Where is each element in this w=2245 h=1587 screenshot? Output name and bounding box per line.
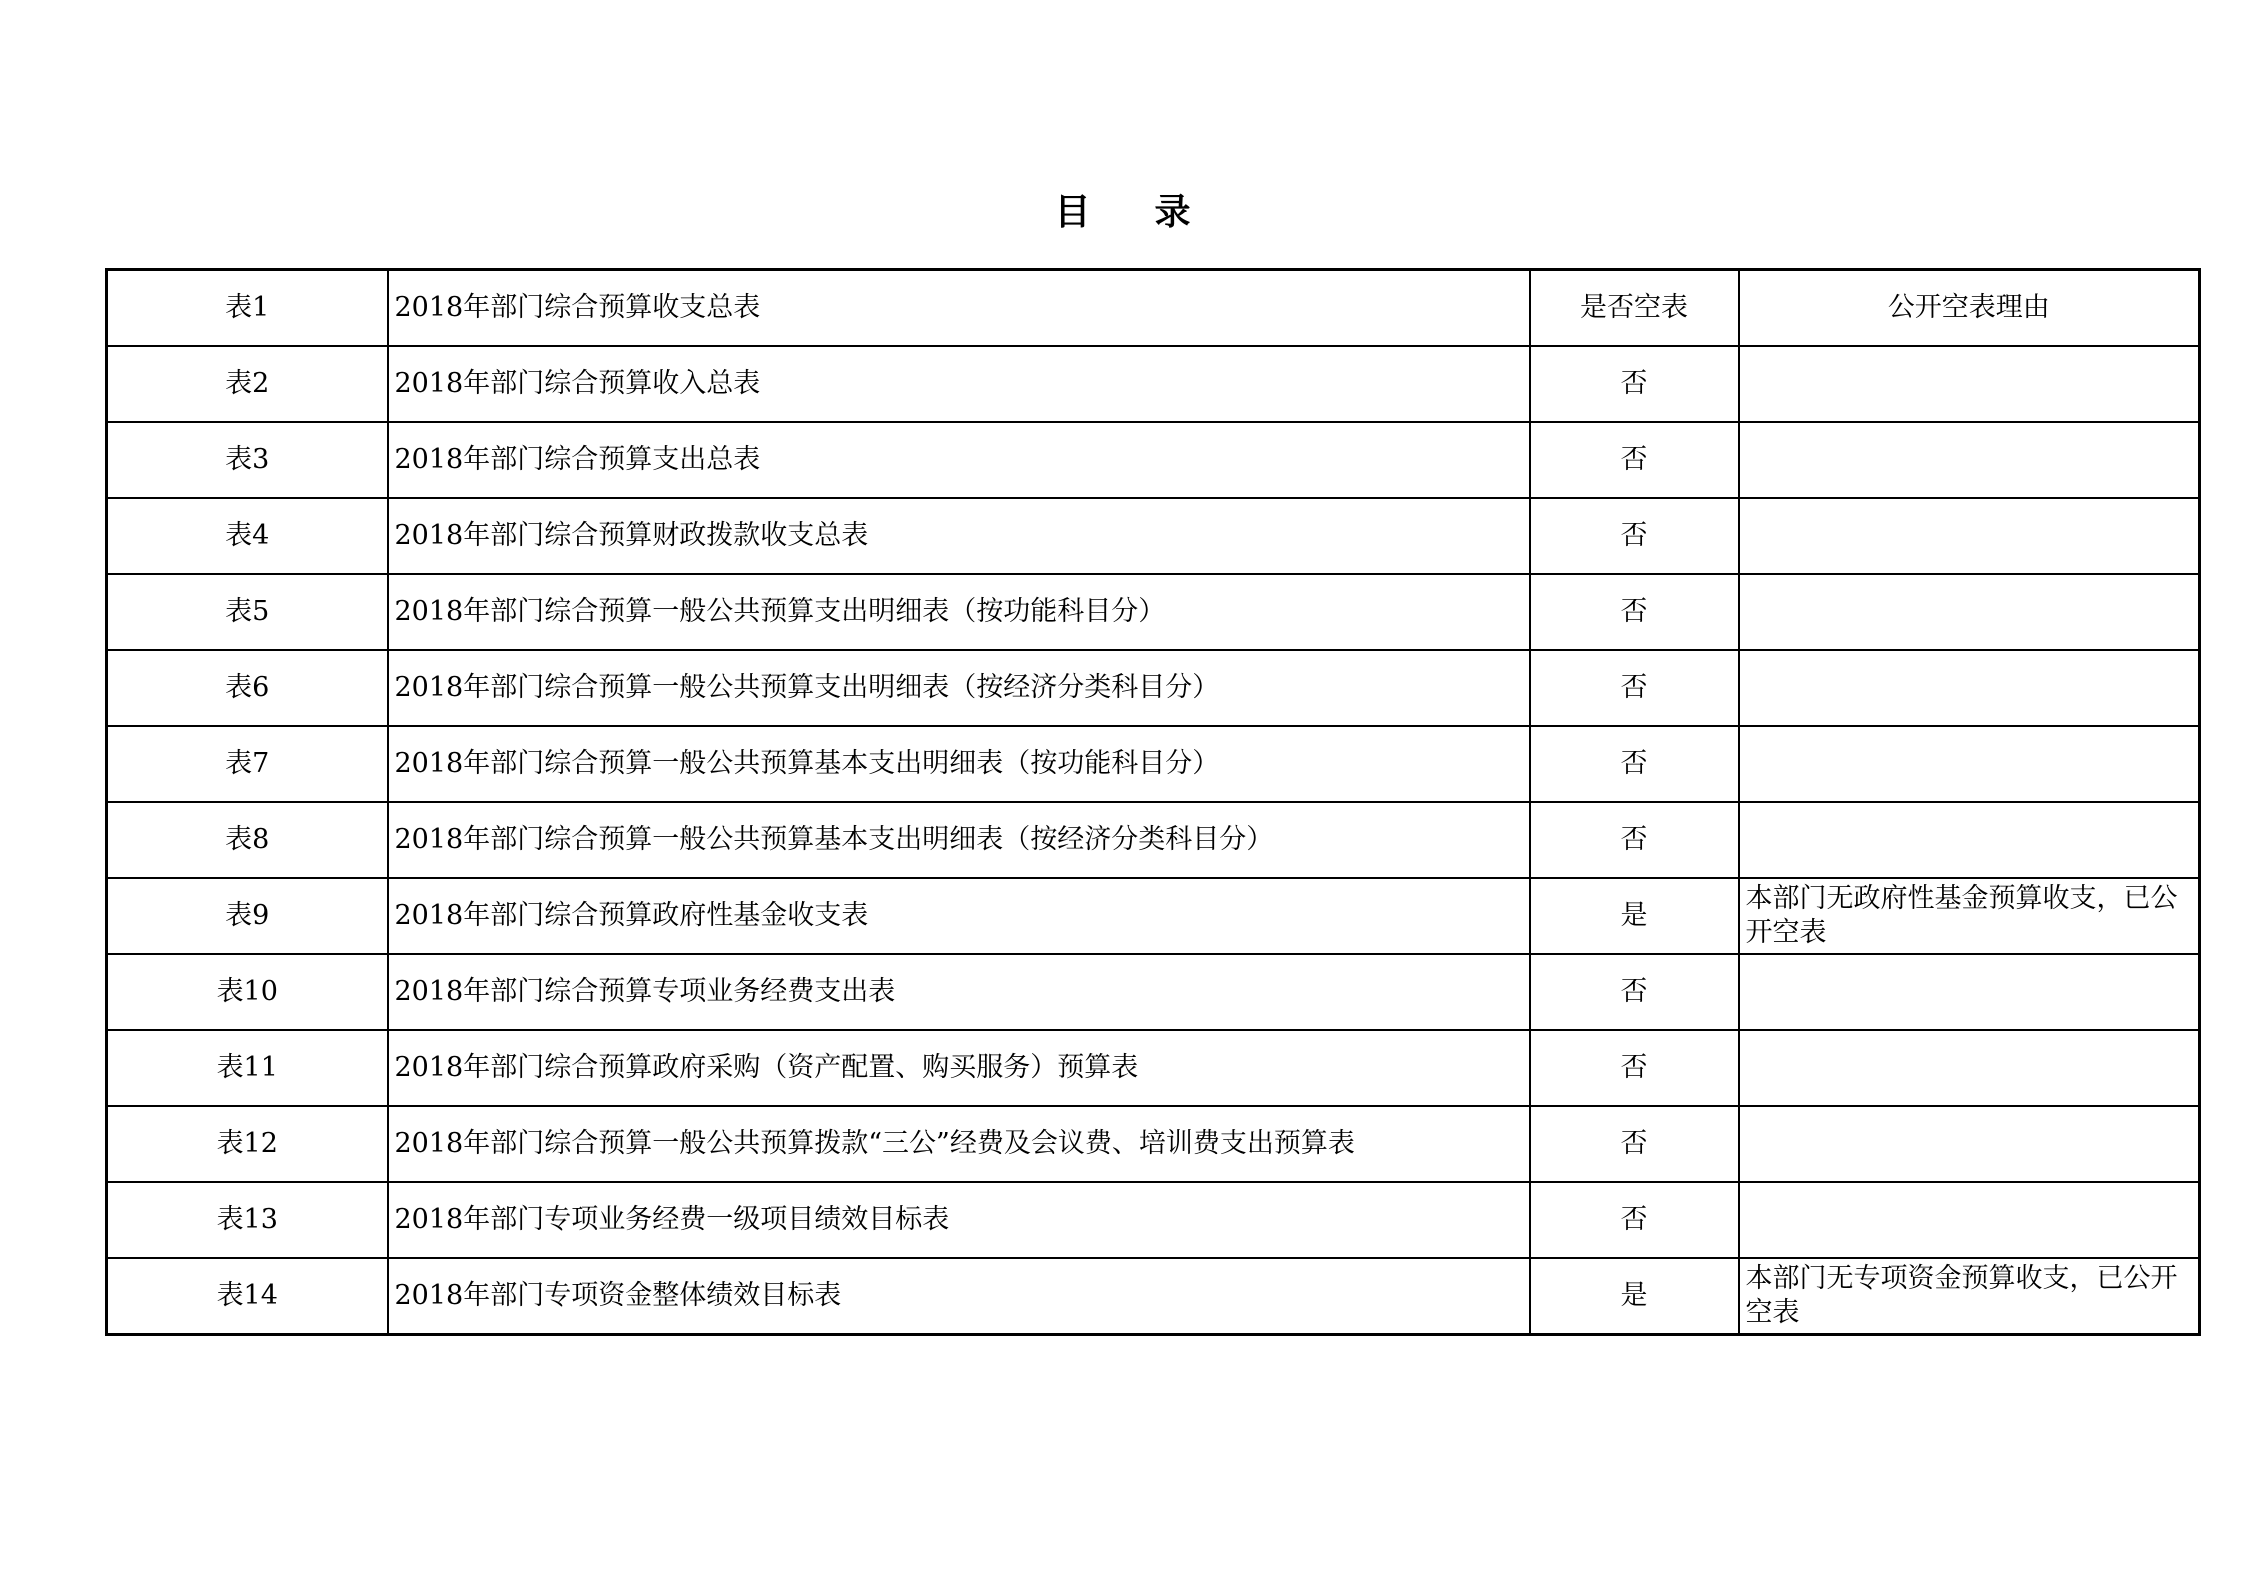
table-row xyxy=(107,574,2200,650)
row-no: 表10 xyxy=(107,954,388,1030)
row-no: 表2 xyxy=(107,346,388,422)
row-is-empty: 否 xyxy=(1530,1182,1739,1258)
table-row xyxy=(107,726,2200,802)
header-reason: 公开空表理由 xyxy=(1739,270,2200,347)
table-row xyxy=(107,878,2200,954)
row-name: 2018年部门综合预算一般公共预算拨款“三公”经费及会议费、培训费支出预算表 xyxy=(388,1106,1530,1182)
toc-table xyxy=(105,268,2201,1336)
row-reason xyxy=(1739,1030,2200,1106)
header-is-empty: 是否空表 xyxy=(1530,270,1739,347)
row-reason xyxy=(1739,346,2200,422)
row-no: 表11 xyxy=(107,1030,388,1106)
table-row xyxy=(107,954,2200,1030)
table-row xyxy=(107,1106,2200,1182)
row-name: 2018年部门综合预算一般公共预算基本支出明细表（按功能科目分） xyxy=(388,726,1530,802)
table-row xyxy=(107,1258,2200,1335)
row-name: 2018年部门专项资金整体绩效目标表 xyxy=(388,1258,1530,1335)
row-no: 表5 xyxy=(107,574,388,650)
row-no: 表6 xyxy=(107,650,388,726)
row-name: 2018年部门专项业务经费一级项目绩效目标表 xyxy=(388,1182,1530,1258)
row-is-empty: 否 xyxy=(1530,574,1739,650)
table-row xyxy=(107,1030,2200,1106)
row-is-empty: 否 xyxy=(1530,346,1739,422)
table-header-row xyxy=(107,270,2200,347)
row-no: 表14 xyxy=(107,1258,388,1335)
row-no: 表9 xyxy=(107,878,388,954)
row-name: 2018年部门综合预算支出总表 xyxy=(388,422,1530,498)
row-is-empty: 否 xyxy=(1530,650,1739,726)
row-reason xyxy=(1739,1182,2200,1258)
row-is-empty: 否 xyxy=(1530,954,1739,1030)
table-row xyxy=(107,1182,2200,1258)
row-name: 2018年部门综合预算政府性基金收支表 xyxy=(388,878,1530,954)
row-reason xyxy=(1739,650,2200,726)
row-reason xyxy=(1739,574,2200,650)
page-title: 目录 xyxy=(1054,191,1255,233)
row-no: 表13 xyxy=(107,1182,388,1258)
row-is-empty: 否 xyxy=(1530,1106,1739,1182)
header-no: 表1 xyxy=(107,270,388,347)
row-reason xyxy=(1739,802,2200,878)
row-name: 2018年部门综合预算一般公共预算基本支出明细表（按经济分类科目分） xyxy=(388,802,1530,878)
row-no: 表3 xyxy=(107,422,388,498)
row-no: 表4 xyxy=(107,498,388,574)
row-name: 2018年部门综合预算一般公共预算支出明细表（按功能科目分） xyxy=(388,574,1530,650)
row-reason xyxy=(1739,726,2200,802)
row-reason: 本部门无专项资金预算收支，已公开空表 xyxy=(1739,1258,2200,1335)
table-row xyxy=(107,346,2200,422)
row-name: 2018年部门综合预算政府采购（资产配置、购买服务）预算表 xyxy=(388,1030,1530,1106)
row-reason xyxy=(1739,498,2200,574)
row-is-empty: 否 xyxy=(1530,1030,1739,1106)
row-name: 2018年部门综合预算财政拨款收支总表 xyxy=(388,498,1530,574)
row-reason xyxy=(1739,954,2200,1030)
row-no: 表8 xyxy=(107,802,388,878)
row-reason xyxy=(1739,422,2200,498)
row-name: 2018年部门综合预算一般公共预算支出明细表（按经济分类科目分） xyxy=(388,650,1530,726)
row-name: 2018年部门综合预算专项业务经费支出表 xyxy=(388,954,1530,1030)
table-row xyxy=(107,802,2200,878)
table-row xyxy=(107,650,2200,726)
row-is-empty: 否 xyxy=(1530,726,1739,802)
row-is-empty: 是 xyxy=(1530,1258,1739,1335)
row-reason xyxy=(1739,1106,2200,1182)
header-name: 2018年部门综合预算收支总表 xyxy=(388,270,1530,347)
row-is-empty: 否 xyxy=(1530,422,1739,498)
table-row xyxy=(107,422,2200,498)
table-row xyxy=(107,498,2200,574)
row-reason: 本部门无政府性基金预算收支，已公开空表 xyxy=(1739,878,2200,954)
row-is-empty: 是 xyxy=(1530,878,1739,954)
row-name: 2018年部门综合预算收入总表 xyxy=(388,346,1530,422)
row-no: 表7 xyxy=(107,726,388,802)
row-is-empty: 否 xyxy=(1530,802,1739,878)
row-no: 表12 xyxy=(107,1106,388,1182)
row-is-empty: 否 xyxy=(1530,498,1739,574)
